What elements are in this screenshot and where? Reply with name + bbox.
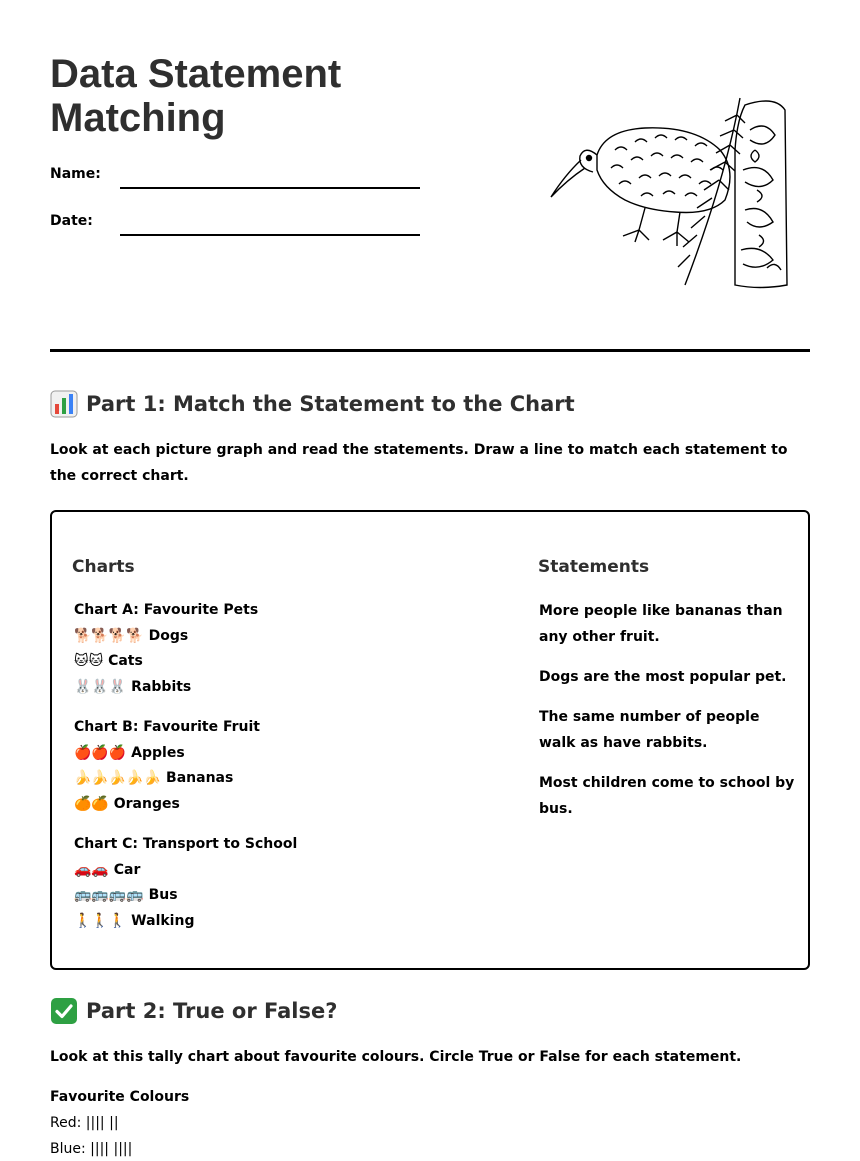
chart-row-label: Oranges — [113, 795, 180, 812]
chart-title: Chart A: Favourite Pets — [74, 602, 259, 618]
chart-row — [74, 883, 297, 909]
tally-label: Blue: — [50, 1141, 86, 1157]
part2-title: Part 2: True or False? — [86, 999, 338, 1023]
statement-item[interactable]: The same number of people walk as have rabbits. — [539, 709, 760, 751]
chart-row — [74, 858, 297, 884]
dog-icon: 🐕🐕🐕🐕 — [74, 627, 144, 644]
chart-row-label: Apples — [131, 744, 185, 761]
chart-row-label: Bus — [148, 887, 178, 903]
chart-title: Chart B: Favourite Fruit — [74, 719, 260, 735]
car-icon: 🚗🚗 — [74, 861, 109, 878]
chart-row-label: Bananas — [166, 770, 234, 786]
statements-heading: Statements — [538, 557, 650, 577]
statement-item[interactable]: More people like bananas than any other fruit. — [539, 603, 783, 645]
matching-panel — [50, 510, 810, 970]
part1-title: Part 1: Match the Statement to the Chart — [86, 392, 575, 416]
part1-instructions: Look at each picture graph and read the statements. Draw a line to match each statement to the correct chart. — [50, 442, 788, 484]
tally-marks: |||| |||| — [90, 1141, 133, 1157]
rabbit-icon: 🐰🐰🐰 — [74, 678, 127, 695]
chart-row — [74, 741, 260, 767]
tally-marks: |||| || — [85, 1115, 119, 1131]
date-field[interactable] — [120, 234, 420, 236]
date-label: Date: — [50, 213, 93, 229]
chart-row — [74, 766, 260, 792]
check-mark-icon — [50, 997, 78, 1025]
chart-b[interactable] — [74, 715, 260, 817]
orange-icon: 🍊🍊 — [74, 795, 109, 812]
cat-icon: 🐱🐱 — [74, 653, 104, 669]
name-label: Name: — [50, 166, 101, 182]
section-divider — [50, 349, 810, 352]
chart-c[interactable] — [74, 832, 297, 934]
kiwi-bird-illustration — [545, 90, 795, 295]
walking-person-icon: 🚶🚶🚶 — [74, 912, 127, 929]
tally-row — [50, 1141, 132, 1157]
chart-row-label: Dogs — [148, 627, 189, 644]
bar-chart-icon — [50, 390, 78, 418]
charts-heading: Charts — [72, 557, 135, 577]
chart-row-label: Rabbits — [131, 678, 192, 695]
chart-a[interactable] — [74, 598, 258, 700]
bus-icon: 🚌🚌🚌🚌 — [74, 887, 144, 903]
part2-heading — [50, 997, 337, 1025]
chart-row — [74, 792, 260, 818]
part1-heading — [50, 390, 575, 418]
tally-row — [50, 1115, 119, 1131]
statement-item[interactable]: Dogs are the most popular pet. — [539, 669, 787, 685]
chart-row-label: Walking — [131, 912, 195, 929]
banana-icon: 🍌🍌🍌🍌🍌 — [74, 770, 162, 786]
name-field[interactable] — [120, 187, 420, 189]
apple-icon: 🍎🍎🍎 — [74, 744, 127, 761]
chart-row-label: Cats — [108, 653, 143, 669]
statement-item[interactable]: Most children come to school by bus. — [539, 775, 795, 817]
chart-row — [74, 624, 258, 650]
tally-chart-title: Favourite Colours — [50, 1089, 190, 1105]
part2-instructions: Look at this tally chart about favourite colours. Circle True or False for each statement. — [50, 1049, 742, 1065]
chart-title: Chart C: Transport to School — [74, 836, 298, 852]
page-title: Data Statement Matching — [50, 52, 342, 140]
chart-row-label: Car — [113, 861, 141, 878]
chart-row — [74, 649, 258, 675]
tally-label: Red: — [50, 1115, 82, 1131]
chart-row — [74, 675, 258, 701]
chart-row — [74, 909, 297, 935]
